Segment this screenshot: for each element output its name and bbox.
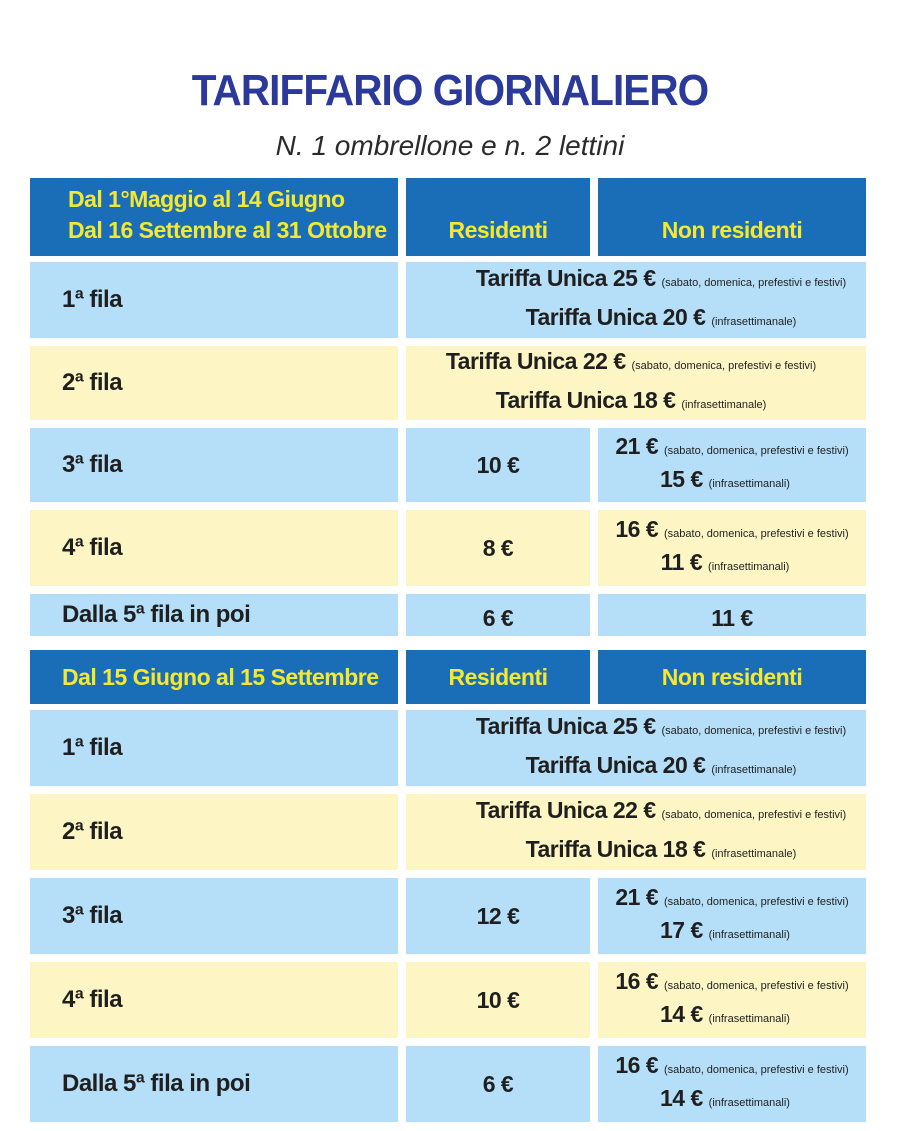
period1-header: [30, 178, 398, 256]
period1-row2-unique: [406, 346, 866, 420]
period1-row2-label: 2ª fila: [30, 346, 398, 420]
period1-header-line2: Dal 16 Settembre al 31 Ottobre: [68, 217, 387, 243]
period1-header-line1: Dal 1°Maggio al 14 Giugno: [68, 186, 345, 212]
period2-row5-residenti: 6 €: [406, 1046, 590, 1122]
period1-row3-label: 3ª fila: [30, 428, 398, 502]
period1-row1-label: 1ª fila: [30, 262, 398, 338]
page-subtitle: N. 1 ombrellone e n. 2 lettini: [275, 130, 625, 161]
unique-weekend-price: Tariffa Unica 22 € (sabato, domenica, prefestivi e festivi): [445, 348, 817, 374]
period1-row4-residenti: 8 €: [406, 510, 590, 586]
period2-row4-residenti: 10 €: [406, 962, 590, 1038]
period2-row3-label: 3ª fila: [30, 878, 398, 954]
period2-row5-non-residenti: 16 € (sabato, domenica, prefestivi e festivi) 14 € (infrasettimanali): [598, 1046, 866, 1122]
period1-row3-non-residenti: 21 € (sabato, domenica, prefestivi e festivi) 15 € (infrasettimanali): [598, 428, 866, 502]
period2-row4-label: 4ª fila: [30, 962, 398, 1038]
period1-header-non-residenti: Non residenti: [598, 178, 866, 256]
period1-row4-label: 4ª fila: [30, 510, 398, 586]
period1-row5-residenti: 6 €: [406, 594, 590, 636]
period2-row5-label: Dalla 5ª fila in poi: [30, 1046, 398, 1122]
unique-weekend-price: Tariffa Unica 25 € (sabato, domenica, prefestivi e festivi): [475, 265, 847, 291]
period1-row1-unique: [406, 262, 866, 338]
unique-weekday-price: Tariffa Unica 20 € (infrasettimanale): [525, 304, 797, 330]
period2-row2-label: 2ª fila: [30, 794, 398, 870]
period2-row1-unique: Tariffa Unica 25 € (sabato, domenica, prefestivi e festivi) Tariffa Unica 20 € (infrasettimanale): [406, 710, 866, 786]
period1-row3-residenti: 10 €: [406, 428, 590, 502]
period2-header-line1: Dal 15 Giugno al 15 Settembre: [62, 663, 379, 690]
period2-header-residenti: Residenti: [406, 650, 590, 704]
period1-row5-label: Dalla 5ª fila in poi: [30, 594, 398, 636]
period2-header: [30, 650, 398, 704]
period2-row4-non-residenti: 16 € (sabato, domenica, prefestivi e festivi) 14 € (infrasettimanali): [598, 962, 866, 1038]
period2-row2-unique: Tariffa Unica 22 € (sabato, domenica, prefestivi e festivi) Tariffa Unica 18 € (infrasettimanale): [406, 794, 866, 870]
period2-row3-residenti: 12 €: [406, 878, 590, 954]
period1-row4-non-residenti: 16 € (sabato, domenica, prefestivi e festivi) 11 € (infrasettimanali): [598, 510, 866, 586]
period2-header-non-residenti: Non residenti: [598, 650, 866, 704]
period1-row5-non-residenti: 11 €: [598, 594, 866, 636]
period2-row1-label: 1ª fila: [30, 710, 398, 786]
page-title: TARIFFARIO GIORNALIERO: [191, 66, 709, 115]
unique-weekday-price: Tariffa Unica 18 € (infrasettimanale): [495, 387, 767, 413]
period2-row3-non-residenti: 21 € (sabato, domenica, prefestivi e festivi) 17 € (infrasettimanali): [598, 878, 866, 954]
period1-header-residenti: Residenti: [406, 178, 590, 256]
